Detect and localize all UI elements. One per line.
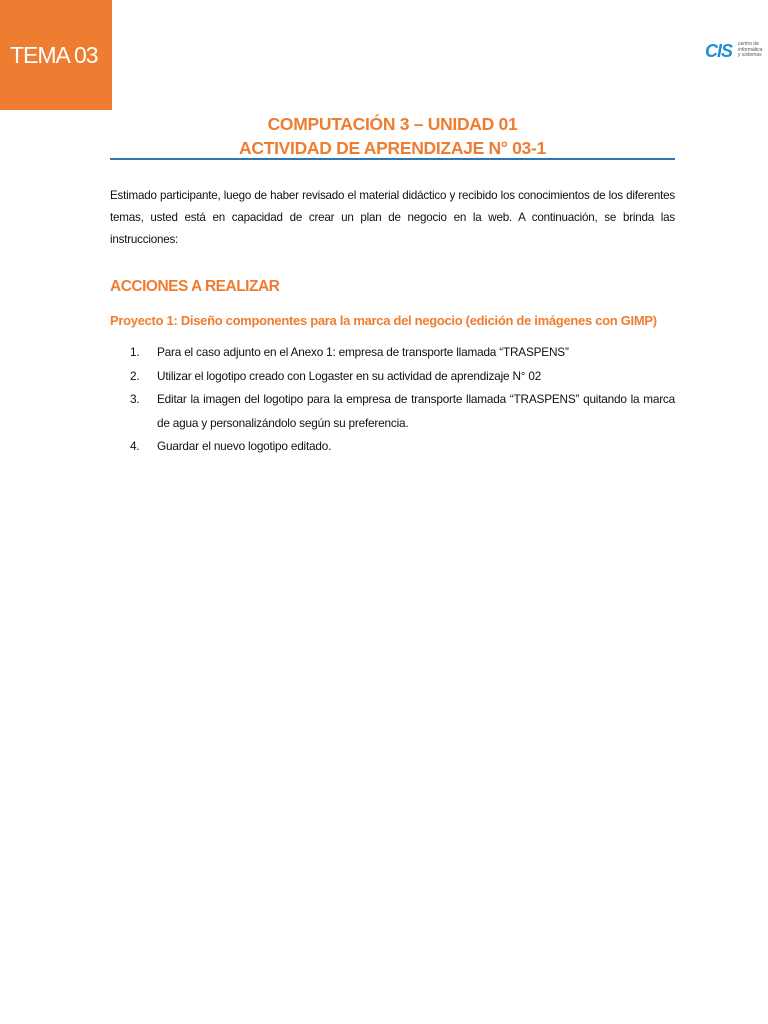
step-number: 1. (130, 345, 140, 359)
logo-mark: CIS (705, 41, 733, 61)
project-heading: Proyecto 1: Diseño componentes para la marca del negocio (edición de imágenes con GIMP) (110, 313, 657, 328)
cis-logo (705, 41, 767, 63)
logo-line: y sistemas (738, 52, 762, 58)
list-item (130, 365, 675, 389)
list-item (130, 341, 675, 365)
list-item (130, 388, 675, 435)
step-text: Guardar el nuevo logotipo editado. (157, 439, 332, 453)
steps-list (130, 341, 675, 459)
section-heading: ACCIONES A REALIZAR (110, 278, 280, 295)
tema-banner (0, 0, 112, 110)
step-number: 2. (130, 368, 140, 383)
tema-label: TEMA 03 (10, 42, 98, 68)
list-item (130, 435, 675, 459)
document-title-line1: COMPUTACIÓN 3 – UNIDAD 01 (267, 114, 518, 134)
intro-paragraph: Estimado participante, luego de haber revisado el material didáctico y recibido los conocimientos de los diferentes temas, usted está en capacidad de crear un plan de negocio en la web. A continuación, se brinda las instrucciones: (110, 189, 675, 246)
step-number: 3. (130, 392, 140, 406)
document-title-line2: ACTIVIDAD DE APRENDIZAJE N° 03-1 (239, 138, 546, 158)
step-number: 4. (130, 439, 140, 453)
step-text: Para el caso adjunto en el Anexo 1: empresa de transporte llamada “TRASPENS” (157, 345, 569, 359)
logo-subtitle (738, 42, 768, 59)
title-divider (110, 158, 675, 160)
step-text: Utilizar el logotipo creado con Logaster en su actividad de aprendizaje N° 02 (157, 368, 542, 383)
step-text: Editar la imagen del logotipo para la empresa de transporte llamada “TRASPENS” quitando la marca de agua y personalizándolo según su preferencia. (157, 392, 675, 430)
logo-line: informática (738, 46, 763, 53)
logo-line: centro de (738, 41, 759, 47)
